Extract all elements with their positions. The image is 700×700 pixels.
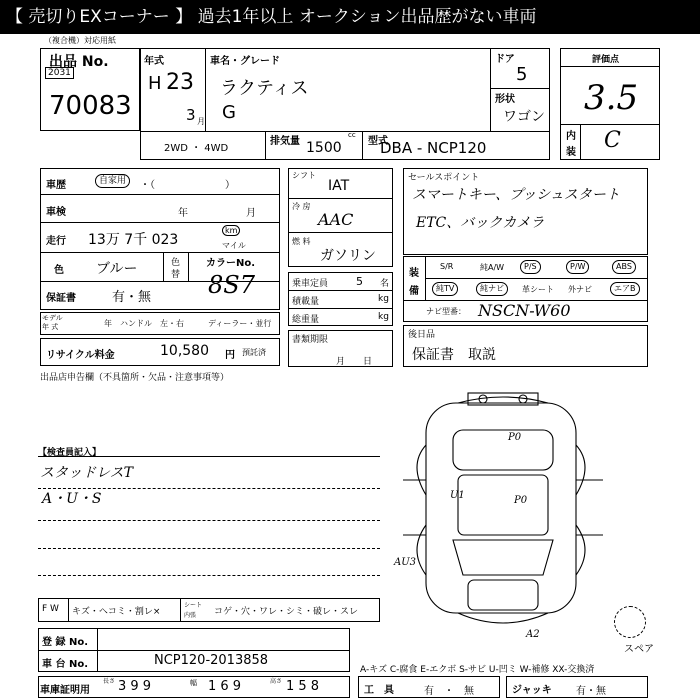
displacement-value: 1500 [306,140,342,156]
height-value: 1 5 8 [286,679,320,694]
inspector-label: 【検査員記入】 [38,448,102,458]
banner: 【 売切りEXコーナー 】 過去1年以上 オークション出品歴がない車両 [0,0,700,34]
equip-abs: ABS [612,260,636,274]
inspection-label: 車検 [46,207,66,218]
mark-left: U1 [450,490,465,501]
inspection-month-unit: 月 [246,208,256,219]
color-code-label: カラーNo. [206,258,256,269]
seat-items: コゲ・穴・ワレ・シミ・破レ・スレ [214,607,359,617]
recycle-label: リサイクル料金 [46,350,115,361]
equipment-label-2: 備 [409,286,419,297]
later-items-label: 後日品 [408,330,436,340]
shape-label: 形状 [495,94,515,105]
equip-power-steering: P/S [520,260,541,274]
fuel-label: 燃 料 [292,237,311,246]
left-rear-fender [417,445,426,495]
warranty-label: 保証書 [46,293,76,304]
displacement-label: 排気量 [270,136,300,147]
lot-box [40,48,140,131]
mark-hood: P0 [514,495,528,506]
mark-front: A2 [526,629,540,640]
sales-points-label: セールスポイント [408,173,480,183]
mileage-label: 走行 [46,236,66,247]
interior-label-2: 装 [566,147,576,158]
shift-value: IAT [328,178,350,194]
year-label: 年式 [144,56,164,67]
recycle-value: 10,580 [160,343,209,359]
equipment-label-1: 装 [409,268,419,279]
shape-value: ワゴン [503,109,545,125]
spare-tire-icon [614,606,646,638]
weight-label: 総重量 [292,315,320,325]
width-value: 1 6 9 [208,679,242,694]
type-label: 型式 [368,136,388,147]
later-items-value: 保証書 取説 [412,347,496,363]
model-change-label-1: モデル [42,314,63,322]
spare-label: スペア [624,644,654,655]
seat-label-1: シート [184,602,203,609]
front-bumper [458,613,548,623]
model-grade: G [222,102,236,123]
inspector-line2: A・U・S [42,491,102,507]
mark-side: AU3 [394,557,417,568]
registration-label: 登 録 No. [42,637,89,648]
history-paren: ・（ ） [140,180,235,191]
model-change-year: 年 [104,319,112,328]
sales-points-line1: スマートキー、プッシュスタート [412,187,620,203]
color-code: 8S7 [208,271,255,299]
warranty-value: 有・無 [112,290,152,305]
paper-note: （複合機）対応用紙 [44,36,116,45]
aircon-label: 冷 房 [292,202,311,211]
right-front-fender [576,525,585,575]
car-damage-diagram [394,385,608,645]
nav-model-label: ナビ型番： [426,307,466,316]
equip-genuine-tv: 純TV [432,282,458,296]
load-unit: kg [378,294,389,304]
fw-items: キズ・ヘコミ・割レ× [72,607,161,617]
year-month: 3 [186,106,196,124]
equip-aftermarket-nav: 外ナビ [568,285,592,294]
type-value: DBA - NCP120 [380,139,487,157]
mileage-km: km [222,225,240,236]
damage-legend: A-キズ C-腐食 E-エクボ S-サビ U-凹ミ W-補修 XX-交換済 [360,665,595,675]
recycle-unit: 円 [225,350,235,361]
jack-label: ジャッキ [512,685,552,696]
interior-label-1: 内 [566,131,576,142]
color-label: 色 [54,265,64,276]
doc-deadline-label: 書類期限 [292,335,329,345]
height-label: 高さ [270,678,283,685]
rear-window [453,430,553,470]
chassis-value: NCP120-2013858 [154,653,269,668]
color-value: ブルー [96,261,138,277]
load-label: 積載量 [292,297,320,307]
hood-panel [468,580,538,610]
model-change-label-2: 年 式 [42,323,59,331]
dealer-type: ディーラー・並行 [208,319,272,328]
year-value: 23 [166,70,194,95]
score-label: 評価点 [592,55,620,65]
equip-sr: S/R [440,262,454,271]
lot-label: 出品 No. [49,54,109,70]
chassis-label: 車 台 No. [42,659,89,670]
interior-value: C [604,128,621,153]
handle-side: ハンドル 左・右 [120,319,184,328]
left-front-fender [417,525,426,575]
swap-label-2: 替 [171,270,181,280]
doors-label: ドア [495,54,515,65]
seller-notes-label: 出品店申告欄（不具箇所・欠品・注意事項等） [40,373,230,383]
capacity-label: 乗車定員 [292,279,329,289]
doors-value: 5 [516,64,528,85]
recycle-note: 預託済 [242,348,266,357]
windshield [453,540,553,575]
month-unit: 月 [197,117,205,126]
mark-roof: P0 [508,432,522,443]
seat-label-2: 内張 [184,612,197,619]
drive-label: 2WD ・ 4WD [164,143,229,154]
equip-genuine-nav: 純ナビ [476,282,508,296]
jack-value: 有・無 [576,686,606,697]
model-label: 車名・グレード [210,56,280,67]
doc-deadline-unit: 月 日 [336,357,373,367]
history-label: 車歴 [46,180,66,191]
door-guides [403,480,603,535]
width-label: 幅 [190,679,197,687]
weight-unit: kg [378,312,389,322]
swap-label-1: 色 [171,258,181,268]
right-rear-fender [576,445,585,495]
capacity-value: 5 [356,275,363,288]
capacity-unit: 名 [380,279,390,289]
length-value: 3 9 9 [118,679,152,694]
fw-label: F W [42,604,59,614]
inspector-line1: スタッドレスT [40,465,133,481]
mileage-value: 13万 7千 023 [88,232,179,248]
score-value: 3.5 [584,78,639,118]
inspection-year-unit: 年 [178,208,188,219]
dimensions-label: 車庫証明用 [40,685,90,696]
roof-panel [458,475,548,535]
year-era: H [148,73,162,94]
shift-label: シフト [292,171,316,180]
tools-value: 有 ・ 無 [424,686,474,697]
equip-airbag: エアB [610,282,640,296]
equip-power-windows: P/W [566,260,589,274]
tools-label: 工 具 [364,685,394,696]
equip-leather: 革シート [522,285,554,294]
lot-number: 70083 [49,91,132,121]
history-value: 自家用 [95,174,130,188]
model-name: ラクティス [220,78,309,99]
cc-unit: cc [348,131,356,139]
nav-model-value: NSCN-W60 [478,301,571,320]
equip-alloy-wheels: 純A/W [480,263,505,272]
fuel-value: ガソリン [320,248,376,264]
length-label: 長さ [103,678,116,685]
auction-code: 2031 [45,67,74,79]
aircon-value: AAC [318,210,354,229]
sales-points-line2: ETC、バックカメラ [416,215,545,231]
mileage-mile: マイル [222,241,246,250]
car-body-outline [426,403,576,613]
rear-bumper [458,397,548,403]
